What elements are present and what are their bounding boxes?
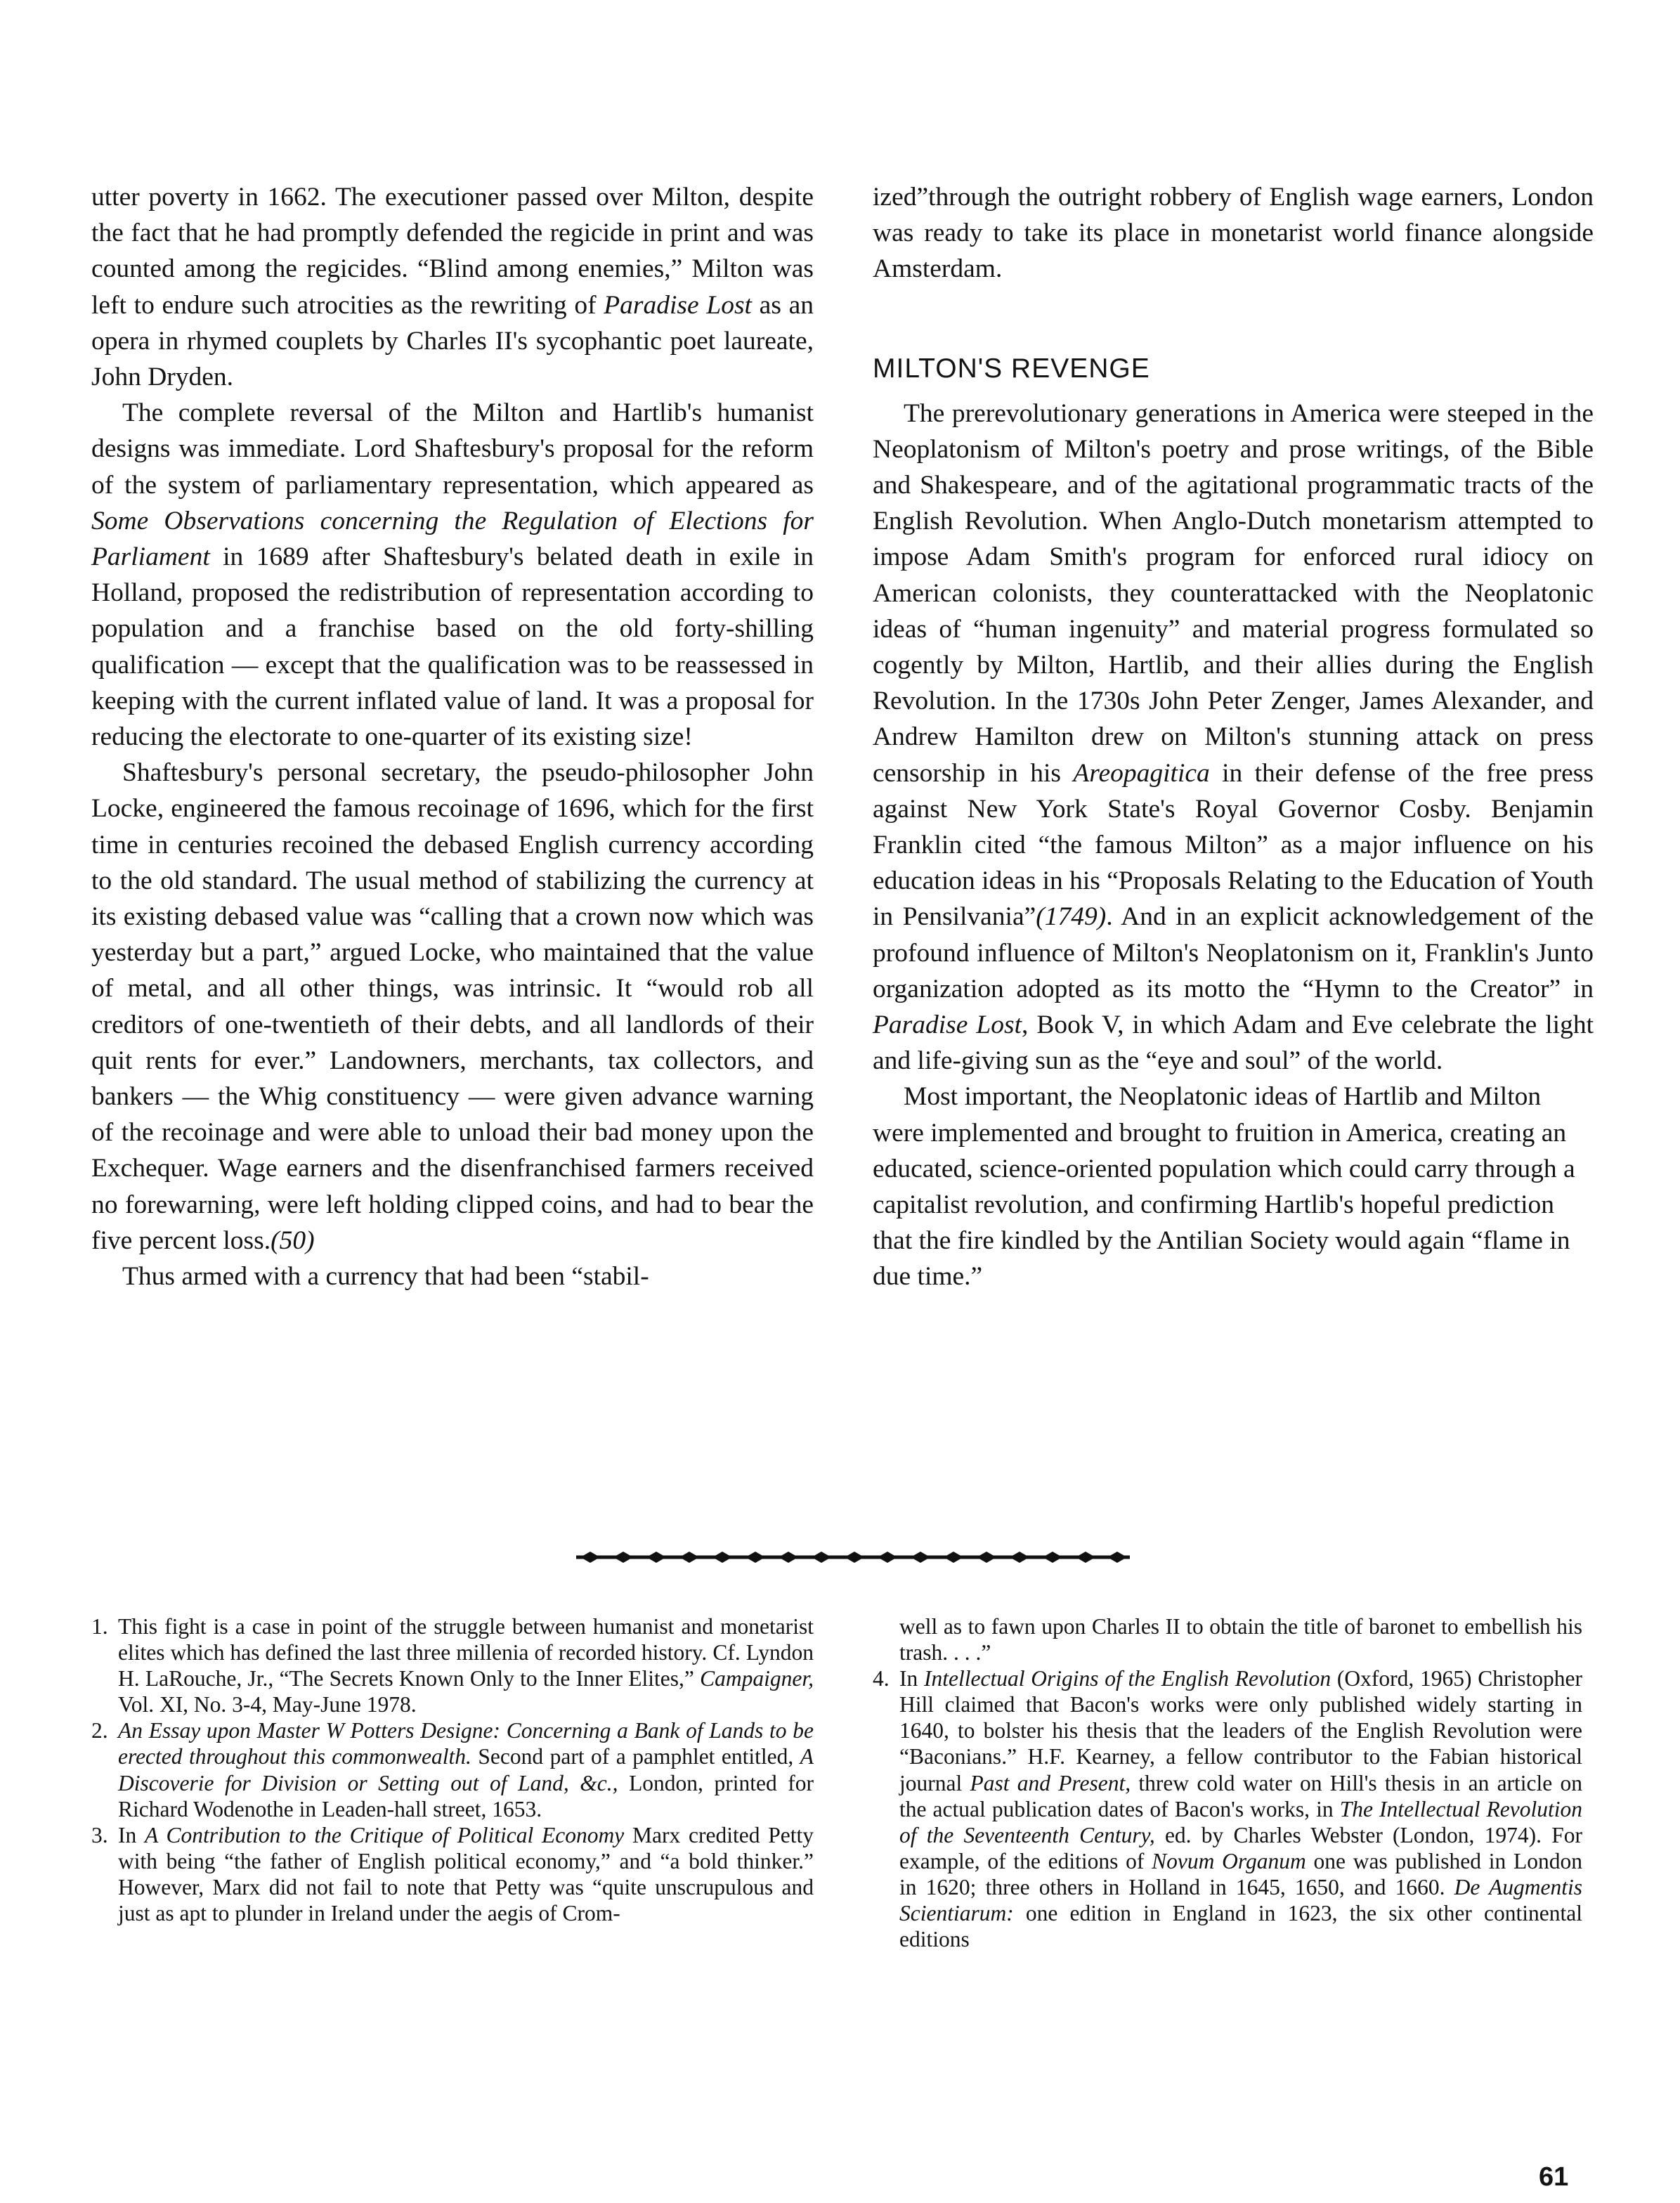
footnote-number: 4. (873, 1666, 890, 1691)
footnote-text-part: ed. by Charles Webster (London, 1974). For example, of the editions of (899, 1822, 1582, 1873)
footnote-text-part: In (118, 1822, 145, 1847)
paragraph-text: as an opera in rhymed couplets by Charles II's sycophantic poet laureate, John Dryden. (91, 290, 814, 392)
paragraph (873, 179, 1594, 287)
italic-title: Areopagitica (1073, 758, 1210, 788)
footnote (91, 1717, 814, 1821)
footnote-number: 2. (91, 1718, 108, 1743)
footnote-number: 1. (91, 1614, 108, 1639)
page-number: 61 (1539, 2162, 1569, 2192)
footnote-continuation: well as to fawn upon Charles II to obtain the title of baronet to embellish his trash. . . .” (899, 1614, 1582, 1665)
italic-title: Past and Present, (970, 1770, 1131, 1795)
paragraph (91, 395, 814, 755)
paragraph (873, 396, 1594, 1079)
footnote-text (899, 1665, 1582, 1952)
footnote-text-part: Marx credited Petty with being “the father of English political economy,” and “a bold thinker.” However, Marx did not fail to note that Petty was “quite unscrupulous and just as apt to plunder in Ireland under the aegis of Crom- (118, 1822, 814, 1926)
italic-title: Paradise Lost (873, 1010, 1022, 1040)
paragraph-text: The prerevolutionary generations in America were steeped in the Neoplatonism of Milton's poetry and prose writings, of the Bible and Shakespeare, and of the agitational programmatic tracts of the English Revolution. When Anglo-Dutch monetarism attempted to impose Adam Smith's program for enforced rural idiocy on American colonists, they counterattacked with the Neoplatonic ideas of “human ingenuity” and material progress formulated so cogently by Milton, Hartlib, and their allies during the English Revolution. In the 1730s John Peter Zenger, James Alexander, and Andrew Hamilton drew on Milton's stunning attack on press censorship in his (873, 398, 1594, 788)
footnote-text (118, 1822, 814, 1926)
paragraph-text: in their defense of the free press against New York State's Royal Governor Cosby. Benjamin Franklin cited “the famous Milton” as a major influence on his education ideas in his “Proposals Relating to the Education of Youth in Pensilvania” (873, 758, 1594, 932)
paragraph-text: ized”through the outright robbery of English wage earners, London was ready to take its place in monetarist world finance alongside Amsterdam. (873, 183, 1594, 284)
section-heading: MILTON'S REVENGE (873, 353, 1150, 384)
footnote-text-part: threw cold water on Hill's thesis in an article on the actual publication dates of Bacon's works, in (899, 1770, 1582, 1821)
footnote-text-part: one was published in London in 1620; three others in Holland in 1645, 1650, and 1660. (899, 1848, 1582, 1899)
diamond-ornaments (580, 1552, 1127, 1563)
footnote (91, 1613, 814, 1717)
footnotes-right (873, 1613, 1582, 1952)
ornamental-divider (576, 1549, 1130, 1566)
italic-title: Some Observations concerning the Regulation of Elections for Parliament (91, 506, 814, 572)
footnote (91, 1822, 814, 1926)
paragraph-text: utter poverty in 1662. The executioner passed over Milton, despite the fact that he had promptly defended the regicide in print and was counted among the regicides. “Blind among enemies,” Milton was left to endure such atrocities as the rewriting of (91, 183, 814, 320)
footnote-text (118, 1717, 814, 1821)
footnote-text-part: Vol. XI, No. 3-4, May-June 1978. (118, 1692, 417, 1717)
paragraph-text: , Book V, in which Adam and Eve celebrate the light and life-giving sun as the “eye and soul” of the world. (873, 1010, 1594, 1076)
italic-title: A Contribution to the Critique of Political Economy (145, 1822, 625, 1847)
footnote-text-part: London, printed for Richard Wodenothe in Leaden-hall street, 1653. (118, 1770, 814, 1821)
italic-title: Intellectual Origins of the English Revolution (924, 1666, 1331, 1691)
paragraph (873, 1079, 1594, 1294)
paragraph-text: Most important, the Neoplatonic ideas of Hartlib and Milton were implemented and brought to fruition in America, creating an educated, science-oriented population which could carry through a capitalist revolution, and confirming Hartlib's hopeful prediction that the fire kindled by the Antilian Society would again “flame in due time.” (873, 1082, 1575, 1292)
italic-title: An Essay upon Master W Potters Designe: Concerning a Bank of Lands to be erected throughout this commonwealth. (118, 1718, 814, 1769)
italic-title: De Augmentis Scientiarum: (899, 1874, 1582, 1926)
italic-title: Novum Organum (1152, 1848, 1306, 1873)
footnote (873, 1665, 1582, 1952)
paragraph-text: Thus armed with a currency that had been “stabil- (122, 1262, 649, 1292)
footnote-text-part: (Oxford, 1965) Christopher Hill claimed that Bacon's works were only published widely starting in 1640, to bolster his thesis that the leaders of the English Revolution were “Baconians.” H.F. Kearney, a fellow contributor to the Fabian historical journal (899, 1666, 1582, 1795)
right-text-column (873, 179, 1594, 1295)
footnote-text-part: This fight is a case in point of the struggle between humanist and monetarist elites which has defined the last three millenia of recorded history. Cf. Lyndon H. LaRouche, Jr., “The Secrets Known Only to the Inner Elites,” (118, 1614, 814, 1691)
italic-year: (1749) (1036, 902, 1107, 932)
paragraph-text: . And in an explicit acknowledgement of the profound influence of Milton's Neoplatonism on it, Franklin's Junto organization adopted as its motto the “Hymn to the Creator” in (873, 902, 1594, 1003)
italic-title: Paradise Lost (604, 290, 752, 320)
footnote-reference: (50) (271, 1226, 315, 1255)
footnotes-left (91, 1613, 814, 1926)
paragraph (91, 755, 814, 1259)
paragraph-text: Shaftesbury's personal secretary, the pseudo-philosopher John Locke, engineered the famous recoinage of 1696, which for the first time in centuries recoined the debased English currency according to the old standard. The usual method of stabilizing the currency at its existing debased value was “calling that a crown now which was yesterday but a part,” argued Locke, who maintained that the value of metal, and all other things, was intrinsic. It “would rob all creditors of one-twentieth of their debts, and all landlords of their quit rents for ever.” Landowners, merchants, tax collectors, and bankers — the Whig constituency — were given advance warning of the recoinage and were able to unload their bad money upon the Exchequer. Wage earners and the disenfranchised farmers received no forewarning, were left holding clipped coins, and had to bear the five percent loss. (91, 758, 814, 1255)
paragraph-text: The complete reversal of the Milton and Hartlib's humanist designs was immediate. Lord Shaftesbury's proposal for the reform of the system of parliamentary representation, which appeared as (91, 398, 814, 500)
italic-title: A Discoverie for Division or Setting out of Land, &c., (118, 1744, 814, 1795)
paragraph (91, 1259, 814, 1294)
paragraph (91, 179, 814, 395)
footnote-text-part: one edition in England in 1623, the six other continental editions (899, 1901, 1582, 1952)
footnote-text (118, 1613, 814, 1717)
paragraph-text: in 1689 after Shaftesbury's belated death in exile in Holland, proposed the redistribution of representation according to population and a franchise based on the old forty-shilling qualification — except that the qualification was to be reassessed in keeping with the current inflated value of land. It was a proposal for reducing the electorate to one-quarter of its existing size! (91, 542, 814, 752)
footnote-number: 3. (91, 1822, 108, 1847)
left-text-column (91, 179, 814, 1294)
footnote-text-part: In (899, 1666, 924, 1691)
italic-title: Campaigner, (700, 1666, 814, 1691)
footnote-text-part: Second part of a pamphlet entitled, (471, 1744, 800, 1769)
italic-title: The Intellectual Revolution of the Seventeenth Century, (899, 1796, 1582, 1847)
